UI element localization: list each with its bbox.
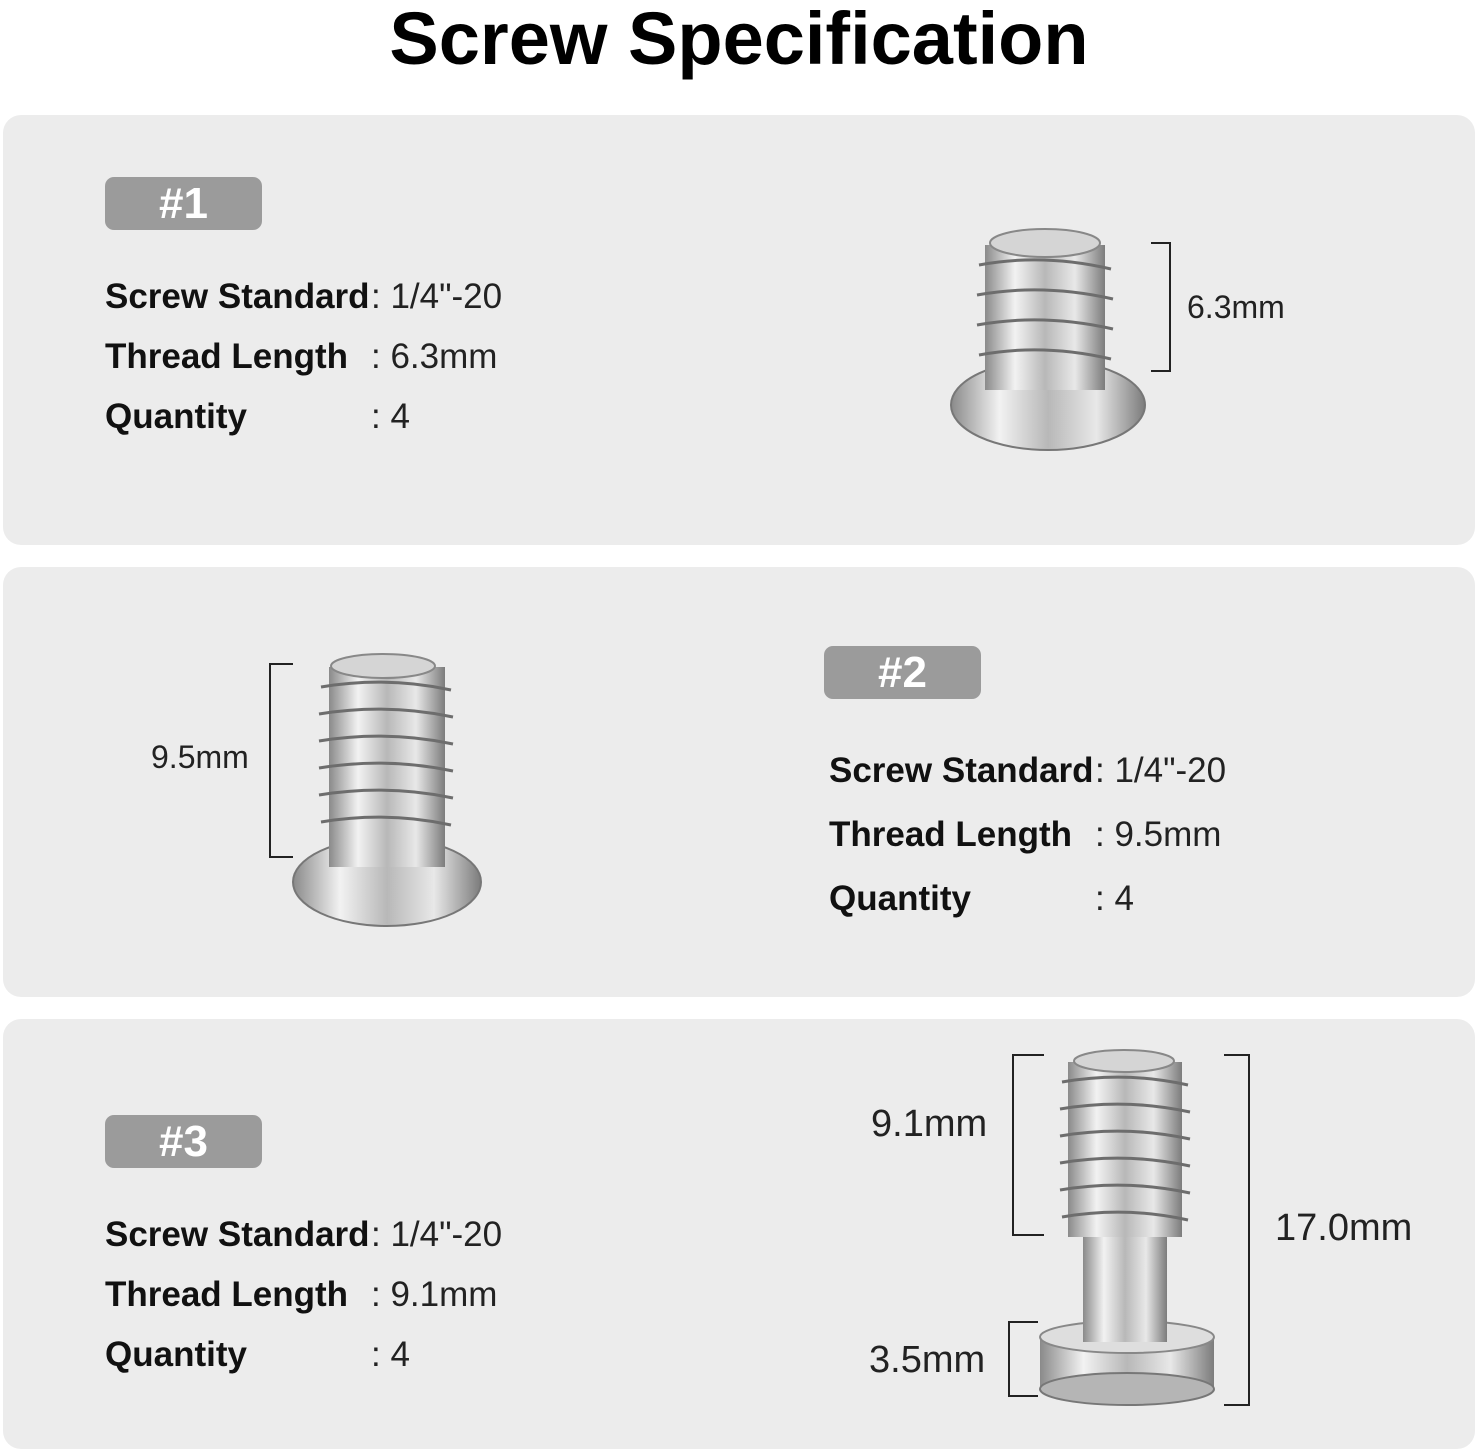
dimension-label-thread: 9.1mm [871, 1103, 988, 1145]
screw-2-panel [3, 567, 1475, 997]
spec-label: Quantity [105, 1335, 247, 1374]
spec-value: : 4 [1095, 879, 1134, 918]
screw-1-panel [3, 115, 1475, 545]
spec-label: Quantity [105, 397, 247, 436]
spec-label: Thread Length [105, 1275, 349, 1314]
dimension-label-head: 3.5mm [869, 1339, 986, 1381]
spec-value: : 1/4"-20 [371, 1215, 503, 1254]
dimension-bracket [1008, 1321, 1038, 1397]
spec-label: Thread Length [105, 337, 349, 376]
screw-3-badge: #3 [105, 1115, 262, 1168]
spec-label: Screw Standard [829, 751, 1094, 790]
screw-3-panel [3, 1019, 1475, 1449]
spec-label: Thread Length [829, 815, 1073, 854]
spec-label: Quantity [829, 879, 971, 918]
spec-value: : 1/4"-20 [371, 277, 503, 316]
dimension-bracket [1151, 242, 1171, 372]
screw-2-image [291, 652, 486, 932]
dimension-bracket [1224, 1054, 1250, 1406]
dimension-label-thread: 9.5mm [151, 739, 249, 775]
spec-value: : 9.5mm [1095, 815, 1222, 854]
spec-value: : 4 [371, 1335, 410, 1374]
dimension-label-total: 17.0mm [1275, 1207, 1413, 1249]
spec-value: : 9.1mm [371, 1275, 498, 1314]
spec-label: Screw Standard [105, 1215, 370, 1254]
dimension-bracket [269, 663, 293, 858]
screw-3-image [1038, 1047, 1218, 1407]
spec-value: : 6.3mm [371, 337, 498, 376]
screw-1-image [943, 225, 1153, 455]
spec-value: : 1/4"-20 [1095, 751, 1227, 790]
screw-2-badge: #2 [824, 646, 981, 699]
spec-value: : 4 [371, 397, 410, 436]
dimension-label-thread: 6.3mm [1187, 289, 1285, 325]
spec-label: Screw Standard [105, 277, 370, 316]
page-title: Screw Specification [389, 0, 1089, 80]
screw-1-badge: #1 [105, 177, 262, 230]
